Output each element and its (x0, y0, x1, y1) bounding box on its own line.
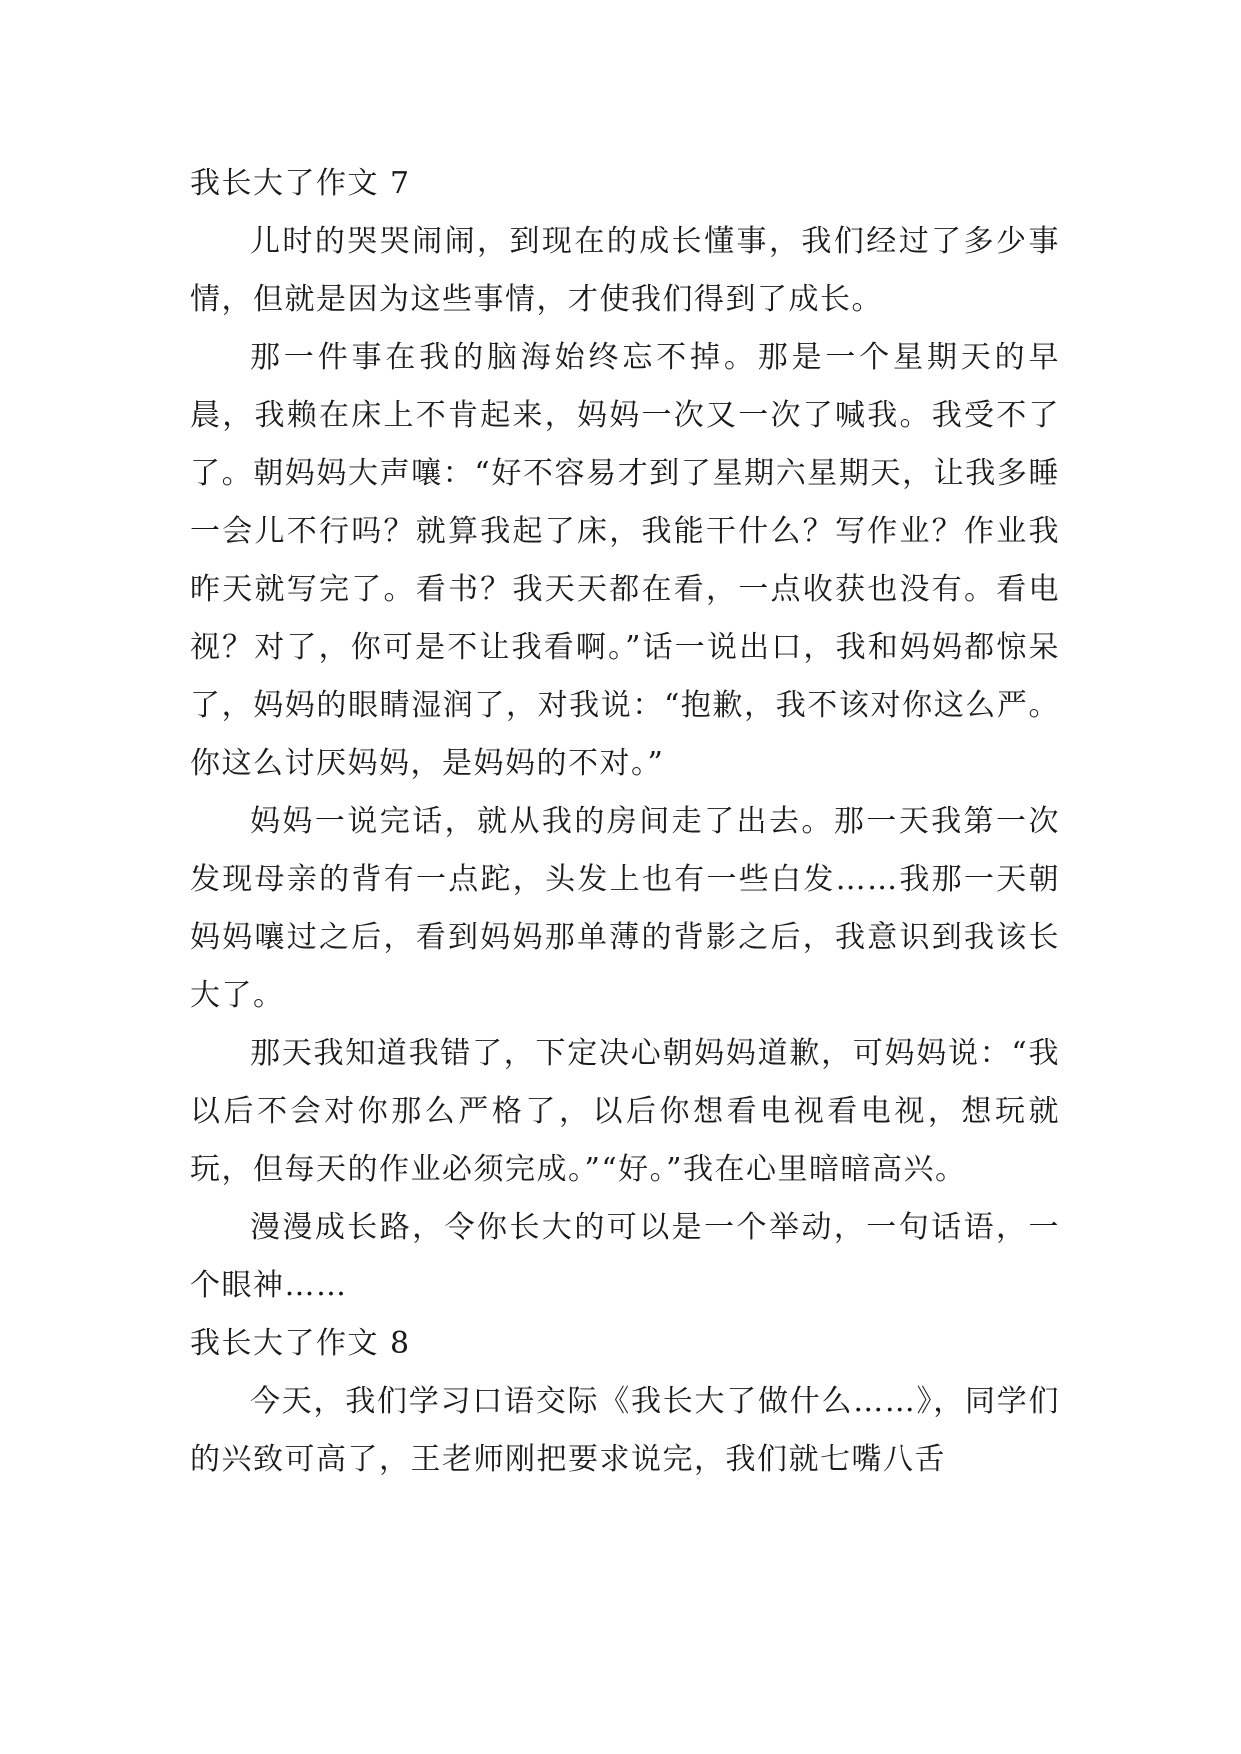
paragraph: 那一件事在我的脑海始终忘不掉。那是一个星期天的早晨，我赖在床上不肯起来，妈妈一次又一次了喊我。我受不了了。朝妈妈大声嚷：“好不容易才到了星期六星期天，让我多睡一会儿不行吗？就算我起了床，我能干什么？写作业？作业我昨天就写完了。看书？我天天都在看，一点收获也没有。看电视？对了，你可是不让我看啊。”话一说出口，我和妈妈都惊呆了，妈妈的眼睛湿润了，对我说：“抱歉，我不该对你这么严。你这么讨厌妈妈，是妈妈的不对。” (190, 340, 1060, 781)
essay-section-8 (190, 1315, 1060, 1489)
paragraph: 那天我知道我错了，下定决心朝妈妈道歉，可妈妈说：“我以后不会对你那么严格了，以后你想看电视看电视，想玩就玩，但每天的作业必须完成。”“好。”我在心里暗暗高兴。 (190, 1036, 1060, 1187)
paragraph: 儿时的哭哭闹闹，到现在的成长懂事，我们经过了多少事情，但就是因为这些事情，才使我们得到了成长。 (190, 224, 1060, 317)
paragraph: 漫漫成长路，令你长大的可以是一个举动，一句话语，一个眼神…… (190, 1210, 1060, 1303)
document-body (190, 155, 1060, 1489)
paragraph: 今天，我们学习口语交际《我长大了做什么……》，同学们的兴致可高了，王老师刚把要求说完，我们就七嘴八舌 (190, 1384, 1060, 1477)
section-title: 我长大了作文 7 (190, 166, 411, 201)
paragraph: 妈妈一说完话，就从我的房间走了出去。那一天我第一次发现母亲的背有一点跎，头发上也有一些白发……我那一天朝妈妈嚷过之后，看到妈妈那单薄的背影之后，我意识到我该长大了。 (190, 804, 1060, 1013)
essay-section-7 (190, 155, 1060, 1315)
section-title: 我长大了作文 8 (190, 1326, 411, 1361)
